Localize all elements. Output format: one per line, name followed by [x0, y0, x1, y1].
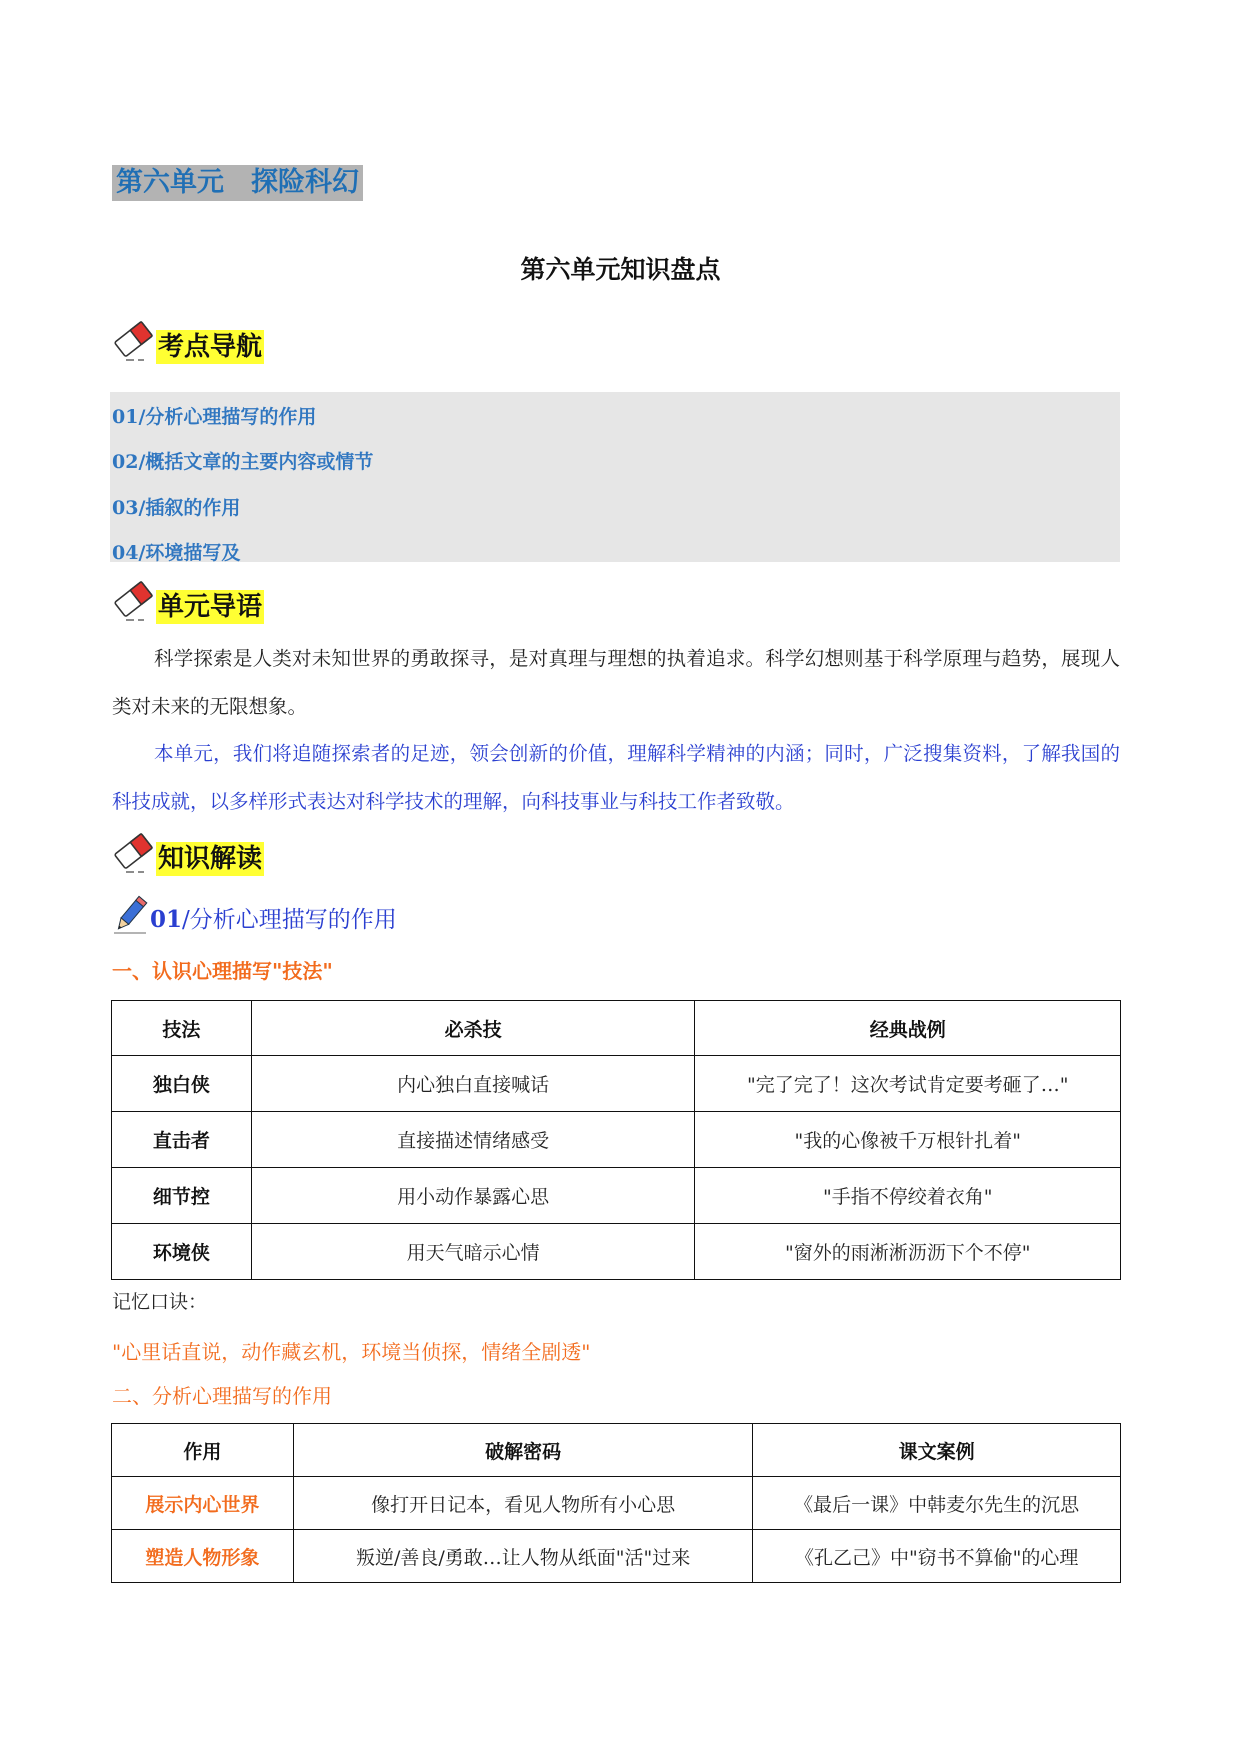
column-header: 作用 — [112, 1424, 294, 1477]
technique-method: 内心独白直接喊话 — [251, 1056, 695, 1112]
technique-name: 环境侠 — [112, 1224, 252, 1280]
section-label: 考点导航 — [158, 332, 263, 362]
table-header-row — [112, 1001, 1121, 1056]
eraser-icon — [112, 830, 156, 876]
column-header: 破解密码 — [293, 1424, 753, 1477]
section-label: 知识解读 — [158, 844, 263, 874]
nav-item[interactable]: 03/插叙的作用 — [112, 497, 241, 519]
table-row — [112, 1168, 1121, 1224]
technique-example: "手指不停绞着衣角" — [695, 1168, 1121, 1224]
effect-explanation: 像打开日记本，看见人物所有小心思 — [293, 1477, 753, 1530]
intro-paragraph-2: 本单元，我们将追随探索者的足迹，领会创新的价值，理解科学精神的内涵；同时，广泛搜集资料，了解我国的科技成就，以多样形式表达对科学技术的理解，向科技事业与科技工作者致敬。 — [112, 742, 1120, 813]
nav-item[interactable]: 02/概括文章的主要内容或情节 — [112, 451, 374, 473]
column-header: 课文案例 — [753, 1424, 1121, 1477]
techniques-table — [111, 1000, 1121, 1280]
technique-method: 用小动作暴露心思 — [251, 1168, 695, 1224]
technique-name: 直击者 — [112, 1112, 252, 1168]
effect-explanation: 叛逆/善良/勇敢…让人物从纸面"活"过来 — [293, 1530, 753, 1583]
column-header: 经典战例 — [695, 1001, 1121, 1056]
technique-method: 直接描述情绪感受 — [251, 1112, 695, 1168]
technique-example: "完了完了！这次考试肯定要考砸了…" — [695, 1056, 1121, 1112]
technique-name: 独白侠 — [112, 1056, 252, 1112]
table-row — [112, 1477, 1121, 1530]
nav-item[interactable]: 01/分析心理描写的作用 — [112, 406, 317, 428]
section-heading-intro — [112, 578, 264, 624]
mnemonic-label: 记忆口诀： — [112, 1291, 208, 1313]
table-row — [112, 1112, 1121, 1168]
section-label: 单元导语 — [158, 592, 263, 622]
subsection-heading — [112, 895, 397, 935]
technique-example: "窗外的雨淅淅沥沥下个不停" — [695, 1224, 1121, 1280]
effect-name: 展示内心世界 — [112, 1477, 294, 1530]
document-title: 第六单元知识盘点 — [520, 255, 721, 284]
table-header-row — [112, 1424, 1121, 1477]
eraser-icon — [112, 318, 156, 364]
nav-item[interactable]: 04/环境描写及 — [112, 542, 241, 564]
intro-paragraph-1: 科学探索是人类对未知世界的勇敢探寻，是对真理与理想的执着追求。科学幻想则基于科学原理与趋势，展现人类对未来的无限想象。 — [112, 647, 1120, 718]
section-heading-nav — [112, 318, 264, 364]
effects-table — [111, 1423, 1121, 1583]
effect-name: 塑造人物形象 — [112, 1530, 294, 1583]
technique-name: 细节控 — [112, 1168, 252, 1224]
eraser-icon — [112, 578, 156, 624]
part2-heading: 二、分析心理描写的作用 — [112, 1384, 332, 1408]
column-header: 技法 — [112, 1001, 252, 1056]
table-row — [112, 1224, 1121, 1280]
section-heading-knowledge — [112, 830, 264, 876]
table-row — [112, 1056, 1121, 1112]
pencil-icon — [112, 895, 148, 935]
mnemonic-text: "心里话直说，动作藏玄机，环境当侦探，情绪全剧透" — [112, 1340, 591, 1364]
effect-example: 《孔乙己》中"窃书不算偷"的心理 — [753, 1530, 1121, 1583]
unit-title: 第六单元 探险科幻 — [112, 165, 363, 201]
table-row — [112, 1530, 1121, 1583]
effect-example: 《最后一课》中韩麦尔先生的沉思 — [753, 1477, 1121, 1530]
subsection-title: 01/分析心理描写的作用 — [150, 906, 397, 933]
column-header: 必杀技 — [251, 1001, 695, 1056]
technique-method: 用天气暗示心情 — [251, 1224, 695, 1280]
part1-heading: 一、认识心理描写"技法" — [112, 959, 333, 983]
nav-list — [110, 392, 1120, 562]
technique-example: "我的心像被千万根针扎着" — [695, 1112, 1121, 1168]
